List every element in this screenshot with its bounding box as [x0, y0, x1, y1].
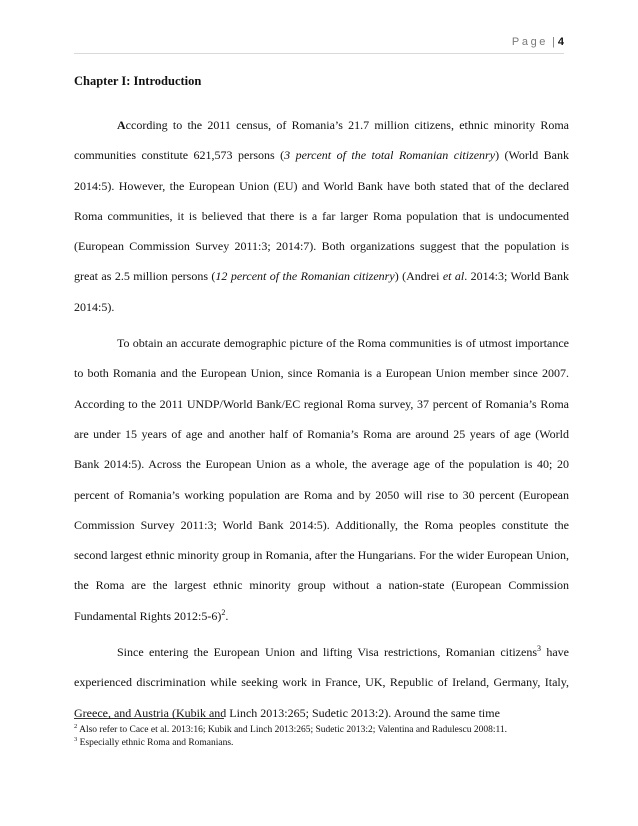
paragraph-1-text-b: ) (World Bank 2014:5). However, the European Union (EU) and World Bank have both stated that of the declared Roma communities, it is believed that there is a far larger Roma population that is undocumented (European Commission Survey 2011:3; 2014:7). Both organizations suggest that the population is great as 2.5 million persons (	[74, 148, 569, 284]
page-label: Page	[511, 36, 549, 48]
paragraph-2	[74, 328, 569, 631]
paragraph-3-text-b: have experienced discrimination while seeking work in France, UK, Republic of Ireland, Germany, Italy, Greece, and Austria (Kubik and Linch 2013:265; Sudetic 2013:2). Around the same time	[74, 645, 569, 720]
footnote-ref-3[interactable]: 3	[537, 644, 541, 654]
paragraph-1-italic-c: et al	[442, 269, 465, 284]
footnote	[74, 724, 569, 737]
paragraph-1-text-a: ccording to the 2011 census, of Romania’s 21.7 million citizens, ethnic minority Roma communities constitute 621,573 persons (	[74, 118, 569, 163]
page-header	[512, 36, 564, 48]
header-rule	[74, 53, 564, 54]
footnote-text: Also refer to Cace et al. 2013:16; Kubik and Linch 2013:265; Sudetic 2013:2; Valentina and Radulescu 2008:11.	[77, 725, 508, 735]
page-number: 4	[557, 36, 564, 48]
paragraph-2-text: To obtain an accurate demographic picture of the Roma communities is of utmost importance to both Romania and the European Union, since Romania is a European Union member since 2007. According to the 2011 UNDP/World Bank/EC regional Roma survey, 37 percent of Romania’s Roma are under 15 years of age and another half of Romania’s Roma are around 25 years of age (World Bank 2014:5). Across the European Union as a whole, the average age of the population is 40; 20 percent of Romania’s working population are Roma and by 2050 will rise to 30 percent (European Commission Survey 2011:3; World Bank 2014:5). Additionally, the Roma peoples constitute the second largest ethnic minority group in Romania, after the Hungarians. For the wider European Union, the Roma are the largest ethnic minority group without a nation-state (European Commission Fundamental Rights 2012:5-6)	[74, 336, 569, 623]
paragraph-1	[74, 110, 569, 322]
footnote-number: 3	[74, 735, 78, 743]
paragraph-1-text-c: ) (Andrei	[394, 269, 443, 284]
footnote-ref-2[interactable]: 2	[221, 607, 226, 617]
paragraph-1-italic-b: 12 percent of the Romanian citizenry	[215, 269, 395, 284]
chapter-title: Chapter I: Introduction	[74, 74, 202, 88]
paragraph-3-text-a: Since entering the European Union and lifting Visa restrictions, Romanian citizens	[117, 645, 537, 660]
footnote-number: 2	[74, 723, 78, 730]
footnote-text: Especially ethnic Roma and Romanians.	[77, 737, 234, 748]
footnotes	[74, 724, 569, 749]
paragraph-3	[74, 637, 569, 728]
footnote-separator	[74, 718, 224, 719]
paragraph-2-end: .	[225, 608, 229, 623]
body-content	[74, 72, 569, 728]
header-separator: |	[552, 36, 555, 48]
footnote	[74, 737, 569, 750]
paragraph-1-initial: A	[117, 118, 126, 132]
paragraph-1-text-d: . 2014:3; World Bank 2014:5).	[74, 269, 569, 314]
paragraph-1-italic-a: 3 percent of the total Romanian citizenry	[284, 148, 496, 163]
